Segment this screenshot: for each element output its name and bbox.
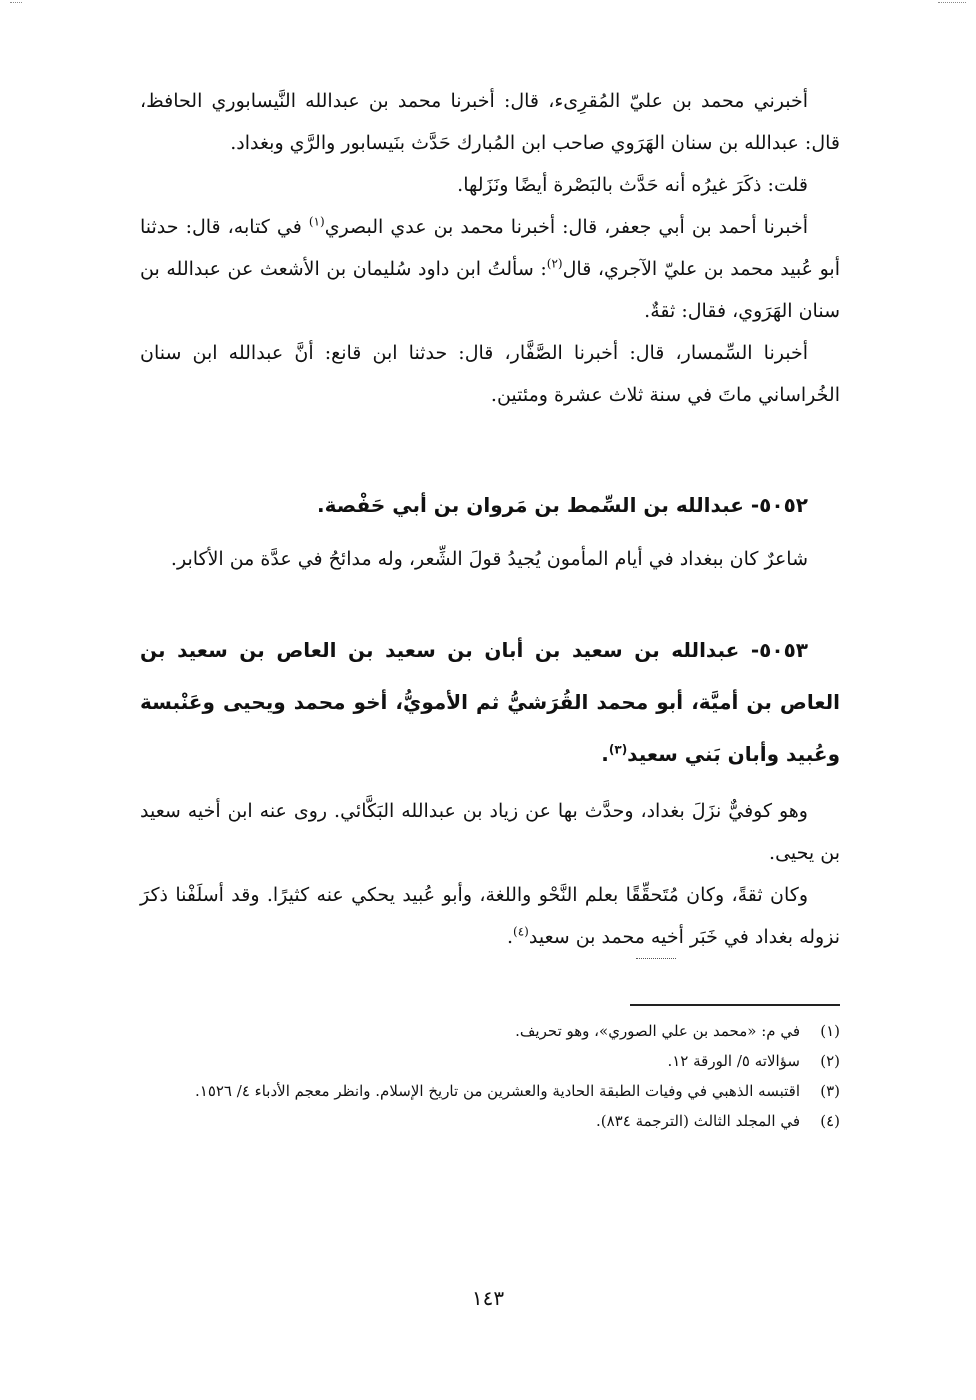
paragraph-3-part-b: في كتابه، قال: حدثنا أبو عُبيد محمد بن عليّ الآجري، قال xyxy=(140,216,840,280)
footnote-3 xyxy=(140,1076,840,1106)
paragraph-1: أخبرني محمد بن عليّ المُقرِىء، قال: أخبرنا محمد بن عبدالله النَّيسابوري الحافظ، قال: عبدالله بن سنان الهَرَوي صاحب ابن المُبارك حَدَّث بنَيسابور والرَّي وبغداد. xyxy=(140,90,840,154)
footnote-2-text: سؤالاته ٥/ الورقة ١٢. xyxy=(667,1052,800,1070)
footnote-3-number: (٣) xyxy=(820,1082,840,1100)
footnote-1-number: (١) xyxy=(820,1022,840,1040)
footnote-4-text: في المجلد الثالث (الترجمة ٨٣٤). xyxy=(596,1112,800,1130)
paragraph-3 xyxy=(140,206,840,332)
entry-5053-text-2-end: . xyxy=(506,926,514,948)
entry-5053-heading-text: ٥٠٥٣- عبدالله بن سعيد بن أبان بن سعيد بن العاص بن سعيد بن العاص بن أميَّة، أبو محمد القُرَشيُّ ثم الأمويُّ، أخو محمد ويحيى وعَنْبسة وعُبيد وأبان بَني سعيد xyxy=(140,638,840,766)
footnote-ref-4: (٤) xyxy=(513,924,529,939)
entry-5053-body xyxy=(140,790,840,958)
entry-5053-heading xyxy=(140,624,840,780)
entry-5052-text: شاعرٌ كان ببغداد في أيام المأمون يُجيدُ قولَ الشِّعر، وله مدائحُ في عدَّة من الأكابر. xyxy=(170,548,808,570)
footnote-2-number: (٢) xyxy=(820,1052,840,1070)
scan-corner-mark-left xyxy=(10,2,22,3)
scan-corner-mark-right xyxy=(938,2,966,3)
footnote-1 xyxy=(140,1016,840,1046)
footnote-ref-2: (٢) xyxy=(546,256,563,271)
entry-5053-text-1: وهو كوفيٌّ نزَلَ بغداد، وحدَّث بها عن زياد بن عبدالله البَكَّائي. روى عنه ابن أخيه سعيد بن يحيى. xyxy=(140,800,840,864)
paragraph-2: قلت: ذكَرَ غيرُه أنه حَدَّث بالبَصْرة أيضًا ونَزَلها. xyxy=(457,174,808,196)
footnote-3-text: اقتبسه الذهبي في وفيات الطبقة الحادية والعشرين من تاريخ الإسلام. وانظر معجم الأدباء ٤/ ١٥٢٦. xyxy=(194,1082,800,1100)
entry-5053-text-2 xyxy=(140,874,840,958)
footnote-separator xyxy=(630,1004,840,1006)
entry-5052-heading: ٥٠٥٢- عبدالله بن السِّمط بن مَروان بن أبي حَفْصة. xyxy=(317,493,808,517)
main-text-top xyxy=(140,80,840,416)
scan-artifact-mark xyxy=(636,958,676,959)
paragraph-4: أخبرنا السِّمسار، قال: أخبرنا الصَّفَّار، قال: حدثنا ابن قانع: أنَّ عبدالله ابن سنان الخُراساني ماتَ في سنة ثلاث عشرة ومئتين. xyxy=(140,342,840,406)
footnote-4 xyxy=(140,1106,840,1136)
footnote-ref-1: (١) xyxy=(308,214,325,229)
footnote-ref-3: (٣) xyxy=(608,742,628,757)
entry-5053 xyxy=(140,624,840,780)
footnote-4-number: (٤) xyxy=(820,1112,840,1130)
footnote-2 xyxy=(140,1046,840,1076)
entry-5053-heading-end: . xyxy=(601,742,609,766)
footnote-1-text: في م: «محمد بن علي الصوري»، وهو تحريف. xyxy=(515,1022,800,1040)
paragraph-3-part-a: أخبرنا أحمد بن أبي جعفر، قال: أخبرنا محمد بن عدي البصري xyxy=(324,216,808,238)
entry-5053-text-2-main: وكان ثقةً، وكان مُتَحقِّقًا بعلم النَّحْو واللغة، وأبو عُبيد يحكي عنه كثيرًا. وقد أسلَفْنا ذكرَ نزوله بغداد في خَبَر أخيه محمد بن سعيد xyxy=(140,884,840,948)
entry-5052 xyxy=(140,480,840,530)
paragraph-3-part-c: : سألتُ ابن داود سُليمان بن الأشعث عن عبدالله بن سنان الهَرَوي، فقال: ثقةٌ. xyxy=(140,258,840,322)
page-number: ١٤٣ xyxy=(471,1286,505,1310)
footnotes xyxy=(140,1016,840,1136)
entry-5052-body xyxy=(140,538,840,580)
